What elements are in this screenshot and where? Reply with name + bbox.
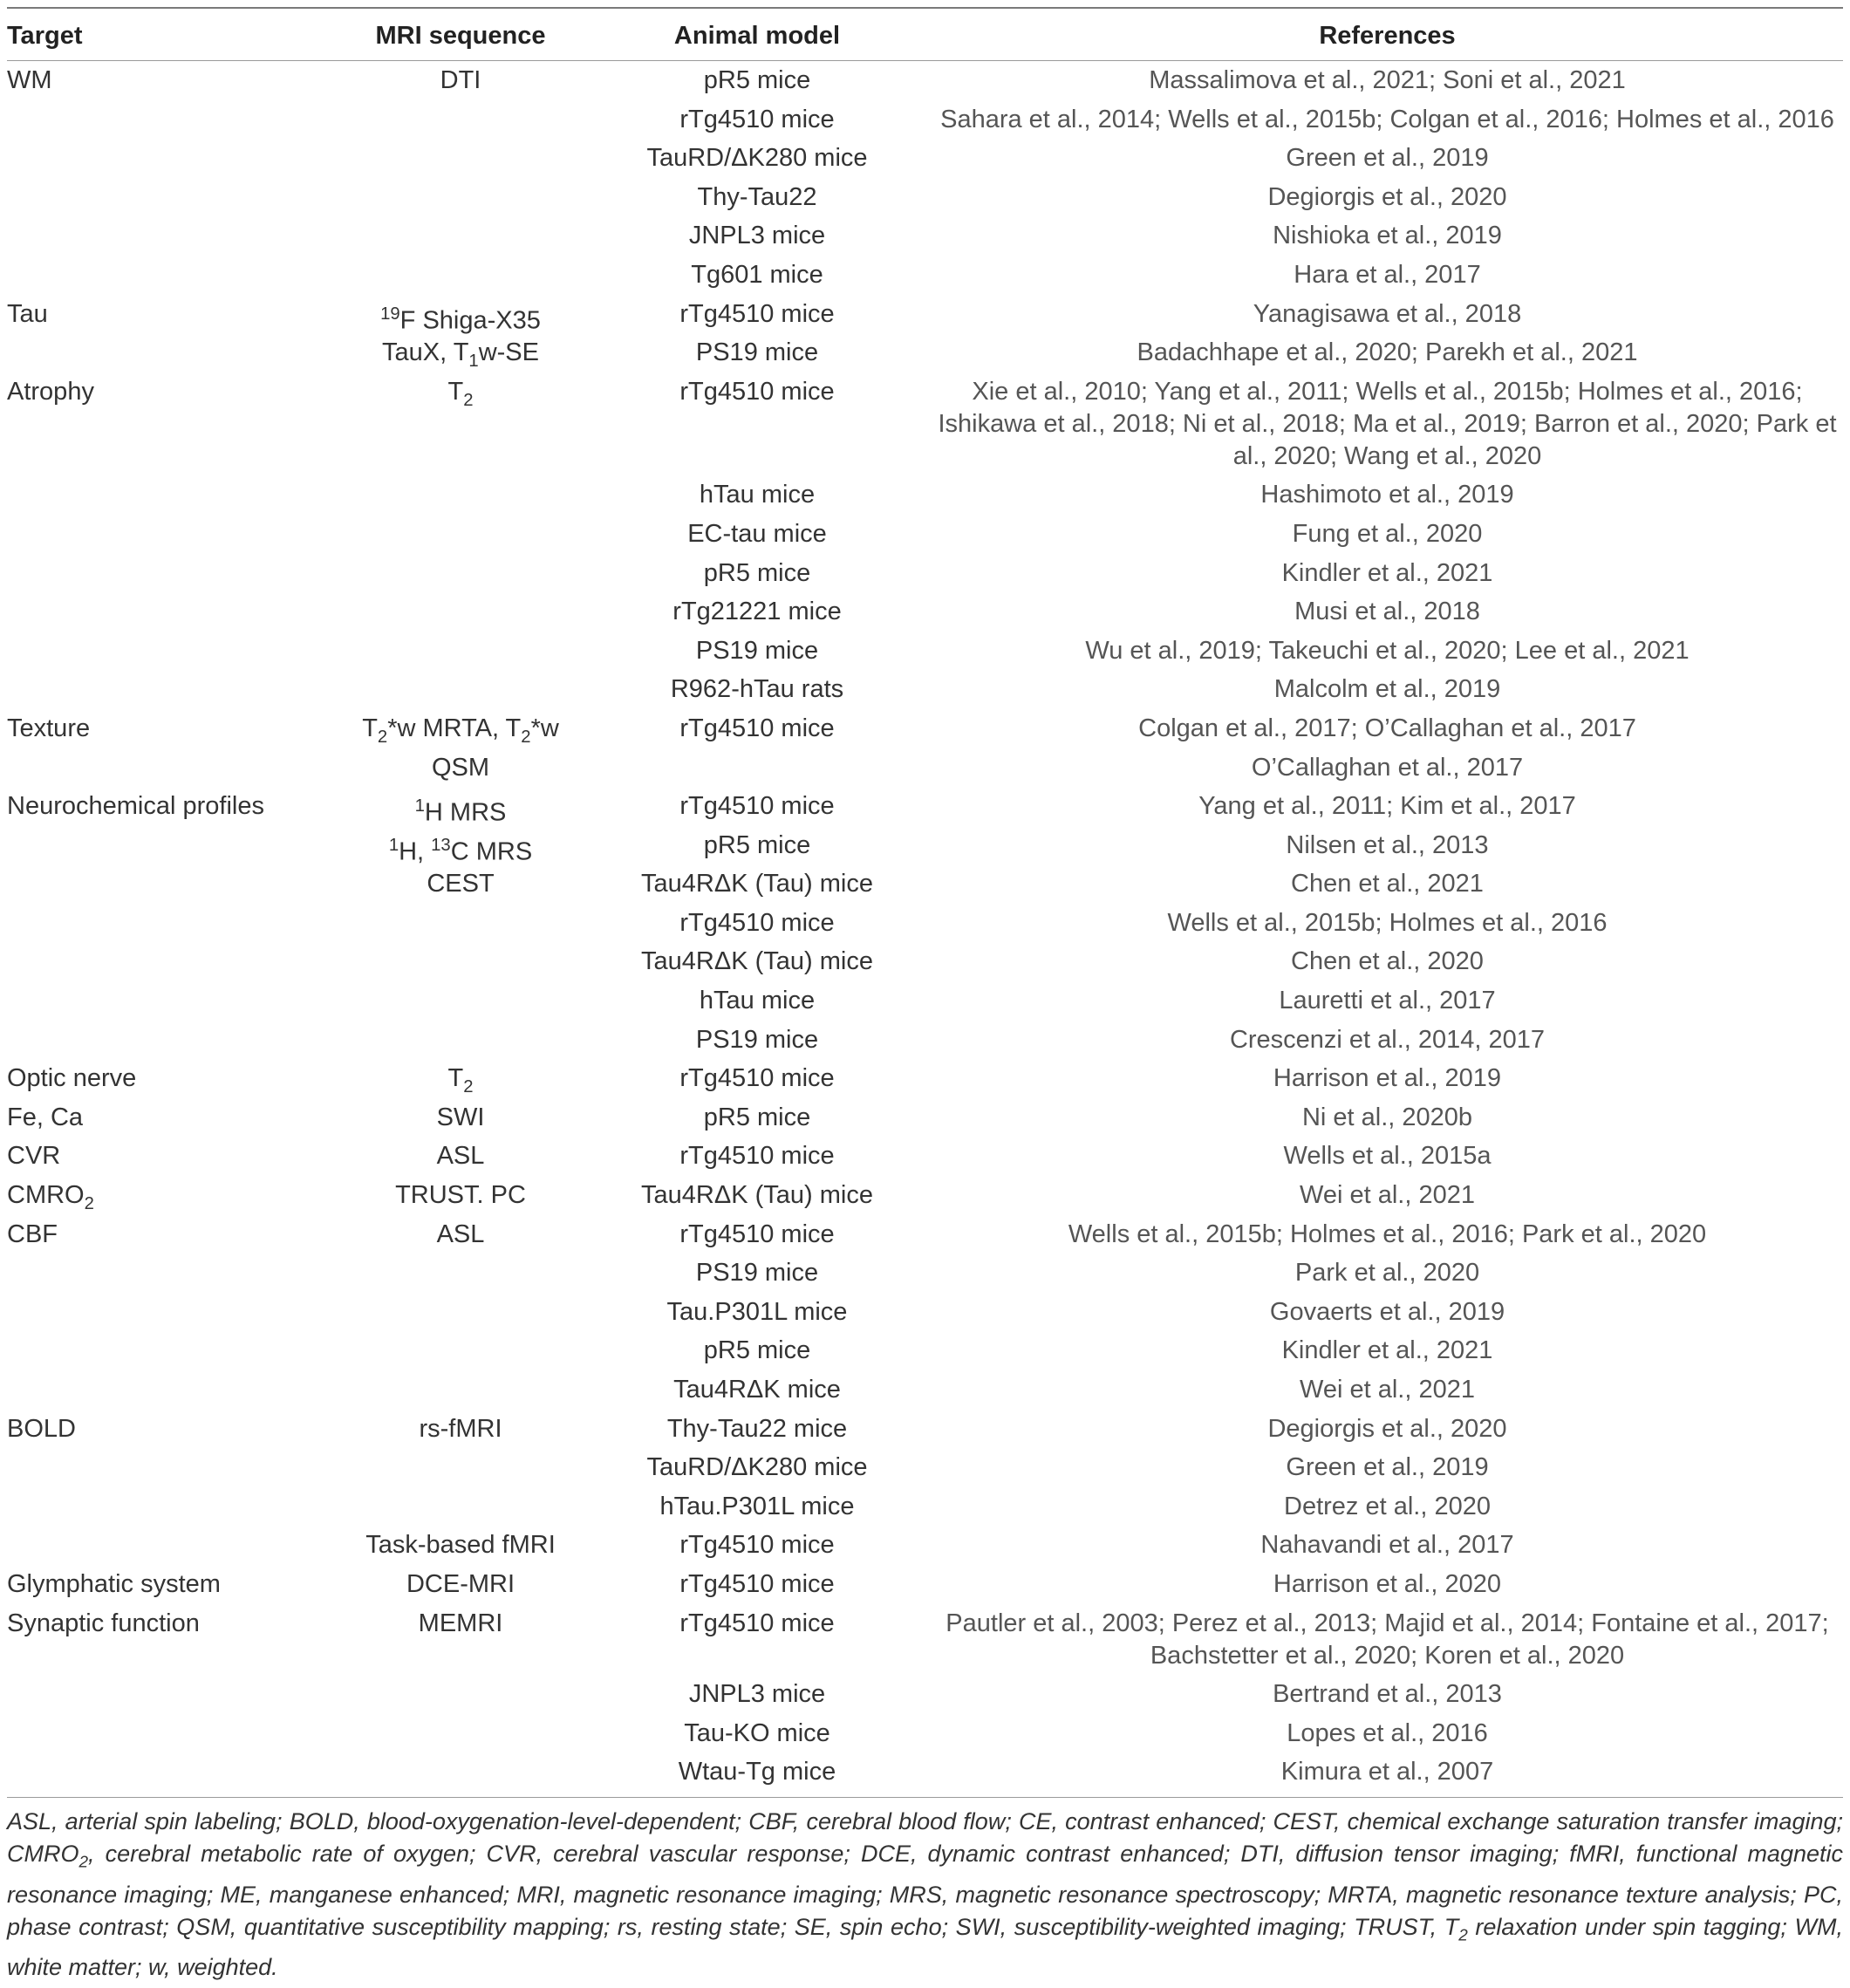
cell-animal-model: pR5 mice [703, 558, 811, 587]
table-row [7, 1565, 1843, 1604]
cell-target: Atrophy [7, 377, 94, 406]
cell-references: Wei et al., 2021 [1300, 1181, 1475, 1210]
cell-animal-model: JNPL3 mice [688, 222, 826, 250]
cell-target: CVR [7, 1142, 61, 1171]
table-row [7, 1098, 1843, 1137]
table-row [7, 787, 1843, 826]
table-row [7, 1487, 1843, 1527]
cell-references: Hara et al., 2017 [1294, 260, 1481, 289]
cell-target: Tau [7, 299, 48, 328]
table-header-row [7, 7, 1843, 61]
cell-mri-sequence [338, 1370, 583, 1374]
cell-target [7, 475, 338, 479]
table-row [7, 1675, 1843, 1714]
cell-mri-sequence [338, 632, 583, 635]
cell-target [7, 942, 338, 946]
cell-target [7, 1448, 338, 1452]
table-row [7, 1021, 1843, 1060]
cell-references: Wells et al., 2015b; Holmes et al., 2016; Park et al., 2020 [1068, 1219, 1707, 1248]
table-row [7, 981, 1843, 1021]
cell-mri-sequence [338, 178, 583, 181]
cell-mri-sequence [338, 1448, 583, 1452]
table-row [7, 295, 1843, 334]
cell-mri-sequence: $^1$H, $^{13}$C MRS [388, 835, 533, 866]
table-bottom-rule [7, 1797, 1843, 1798]
cell-target [7, 1370, 338, 1374]
cell-mri-sequence: MEMRI [418, 1609, 503, 1637]
cell-mri-sequence: CEST [427, 870, 495, 898]
cell-animal-model: PS19 mice [695, 338, 819, 367]
cell-mri-sequence [338, 216, 583, 220]
cell-animal-model: Tau-KO mice [684, 1718, 830, 1747]
cell-animal-model: pR5 mice [703, 830, 811, 859]
cell-references: Xie et al., 2010; Yang et al., 2011; Wells et al., 2015b; Holmes et al., 2016; Ishikawa et al., 2018; Ni et al., 2018; Ma et al., 2019; Barron et al., 2020; Park et al., 2020; Wang et al., 2020 [938, 377, 1837, 470]
cell-references: Badachhape et al., 2020; Parekh et al., 2021 [1137, 338, 1638, 367]
cell-animal-model: EC-tau mice [687, 519, 827, 548]
cell-target: BOLD [7, 1414, 76, 1443]
cell-animal-model: rTg4510 mice [679, 299, 835, 328]
cell-animal-model: rTg4510 mice [679, 714, 835, 742]
cell-animal-model: PS19 mice [695, 1025, 819, 1054]
cell-animal-model: Thy-Tau22 mice [666, 1414, 848, 1443]
cell-target [7, 748, 338, 752]
table-row [7, 554, 1843, 593]
cell-mri-sequence [338, 139, 583, 142]
table-row [7, 1293, 1843, 1332]
table-row [7, 515, 1843, 554]
cell-mri-sequence [338, 670, 583, 673]
table-row [7, 216, 1843, 256]
table-row [7, 1604, 1843, 1676]
table-row [7, 904, 1843, 943]
cell-animal-model: pR5 mice [703, 1336, 811, 1365]
cell-target [7, 1526, 338, 1529]
cell-animal-model: hTau mice [699, 987, 816, 1015]
cell-target [7, 1331, 338, 1335]
cell-references: Nishioka et al., 2019 [1273, 222, 1502, 250]
cell-target [7, 670, 338, 673]
cell-mri-sequence [338, 942, 583, 946]
cell-references: Sahara et al., 2014; Wells et al., 2015b; Colgan et al., 2016; Holmes et al., 2016 [940, 105, 1834, 133]
cell-references: Detrez et al., 2020 [1284, 1492, 1491, 1520]
cell-mri-sequence: Task-based fMRI [365, 1531, 556, 1560]
cell-references: Green et al., 2019 [1286, 1453, 1489, 1482]
cell-references: Malcolm et al., 2019 [1273, 675, 1501, 704]
header-target: Target [7, 22, 83, 50]
cell-target [7, 1675, 338, 1678]
cell-references: Kimura et al., 2007 [1280, 1758, 1494, 1786]
cell-target: Optic nerve [7, 1064, 137, 1093]
cell-target: Neurochemical profiles [7, 792, 264, 821]
cell-animal-model: hTau.P301L mice [659, 1492, 855, 1520]
cell-target [7, 632, 338, 635]
table-row [7, 1410, 1843, 1449]
cell-animal-model: rTg4510 mice [679, 1569, 835, 1598]
table-row [7, 670, 1843, 709]
cell-mri-sequence [338, 100, 583, 104]
cell-references: Wei et al., 2021 [1300, 1376, 1475, 1404]
table-row [7, 372, 1843, 476]
cell-references: Kindler et al., 2021 [1281, 558, 1493, 587]
table-row [7, 1448, 1843, 1487]
cell-references: Harrison et al., 2019 [1273, 1064, 1502, 1093]
cell-mri-sequence: $^{19}$F Shiga-X35 [380, 304, 541, 335]
cell-references: Fung et al., 2020 [1292, 519, 1483, 548]
cell-mri-sequence: DCE-MRI [406, 1569, 515, 1598]
cell-animal-model: rTg4510 mice [679, 792, 835, 821]
cell-references: Musi et al., 2018 [1294, 598, 1480, 626]
cell-target [7, 256, 338, 259]
cell-animal-model: Tau4RΔK (Tau) mice [641, 870, 873, 898]
cell-mri-sequence [338, 904, 583, 907]
table-body [7, 61, 1843, 1792]
table-row [7, 592, 1843, 632]
cell-mri-sequence [338, 1021, 583, 1024]
cell-animal-model: Tg601 mice [691, 260, 823, 289]
cell-target [7, 592, 338, 596]
cell-animal-model: PS19 mice [695, 636, 819, 665]
cell-animal-model: Wtau-Tg mice [678, 1758, 836, 1786]
cell-references: O’Callaghan et al., 2017 [1251, 753, 1524, 782]
cell-mri-sequence: ASL [436, 1219, 485, 1248]
cell-animal-model: Tau.P301L mice [666, 1297, 848, 1326]
cell-mri-sequence [338, 475, 583, 479]
cell-animal-model: hTau mice [699, 481, 816, 509]
cell-target [7, 100, 338, 104]
cell-references: Park et al., 2020 [1294, 1259, 1480, 1288]
cell-mri-sequence [338, 256, 583, 259]
cell-mri-sequence [338, 1331, 583, 1335]
cell-animal-model: rTg4510 mice [679, 377, 835, 406]
table-row [7, 1714, 1843, 1753]
header-references: References [1319, 22, 1456, 50]
cell-mri-sequence: DTI [440, 66, 481, 94]
cell-references: Nahavandi et al., 2017 [1260, 1531, 1514, 1560]
cell-references: Massalimova et al., 2021; Soni et al., 2021 [1149, 66, 1626, 94]
cell-references: Crescenzi et al., 2014, 2017 [1229, 1025, 1546, 1054]
table-row [7, 1059, 1843, 1098]
cell-mri-sequence: $T_2$ [447, 377, 474, 410]
table-row [7, 178, 1843, 217]
table-row [7, 475, 1843, 515]
cell-mri-sequence: $T_2*w$ MRTA, $T_2*w$ [362, 714, 559, 747]
cell-references: Degiorgis et al., 2020 [1267, 1414, 1507, 1443]
cell-references: Kindler et al., 2021 [1281, 1336, 1493, 1365]
cell-animal-model: rTg4510 mice [679, 1531, 835, 1560]
table-row [7, 709, 1843, 748]
cell-references: Lauretti et al., 2017 [1279, 987, 1496, 1015]
cell-target: Synaptic function [7, 1609, 200, 1637]
cell-mri-sequence [338, 1714, 583, 1718]
cell-target [7, 981, 338, 985]
cell-mri-sequence: SWI [436, 1103, 485, 1131]
cell-animal-model: rTg4510 mice [679, 1609, 835, 1637]
cell-animal-model: pR5 mice [703, 1103, 811, 1131]
cell-animal-model [583, 748, 932, 752]
cell-target [7, 1714, 338, 1718]
table-row [7, 1752, 1843, 1792]
header-mri-sequence: MRI sequence [375, 22, 546, 50]
cell-references: Nilsen et al., 2013 [1286, 830, 1489, 859]
table-row [7, 1215, 1843, 1254]
table-row [7, 100, 1843, 140]
table-row [7, 1526, 1843, 1565]
cell-target: Texture [7, 714, 91, 742]
cell-references: Pautler et al., 2003; Perez et al., 2013; Majid et al., 2014; Fontaine et al., 2017; Bachstetter et al., 2020; Koren et al., 2020 [945, 1609, 1829, 1670]
table-row [7, 1137, 1843, 1176]
table-row [7, 61, 1843, 100]
header-animal-model: Animal model [673, 22, 841, 50]
cell-references: Bertrand et al., 2013 [1273, 1680, 1502, 1709]
cell-mri-sequence [338, 1752, 583, 1756]
cell-animal-model: Tau4RΔK (Tau) mice [641, 1181, 873, 1210]
table-footnote: ASL, arterial spin labeling; BOLD, blood-oxygenation-level-dependent; CBF, cerebral blood flow; CE, contrast enhanced; CEST, chemical exchange saturation transfer imaging; $CMRO_2$, cerebral metabolic rate of oxygen; CVR, cerebral vascular response; DCE, dynamic contrast enhanced; DTI, diffusion tensor imaging; fMRI, functional magnetic resonance imaging; ME, manganese enhanced; MRI, magnetic resonance imaging; MRS, magnetic resonance spectroscopy; MRTA, magnetic resonance texture analysis; PC, phase contrast; QSM, quantitative susceptibility mapping; rs, resting state; SE, spin echo; SWI, susceptibility-weighted imaging; TRUST, $T_2$ relaxation under spin tagging; WM, white matter; w, weighted. [7, 1808, 1843, 1980]
cell-references: Ni et al., 2020b [1301, 1103, 1473, 1131]
cell-mri-sequence: QSM [431, 753, 490, 782]
table-row [7, 748, 1843, 788]
cell-references: Chen et al., 2020 [1291, 947, 1484, 976]
table-row [7, 1176, 1843, 1215]
cell-mri-sequence [338, 1487, 583, 1491]
cell-animal-model: rTg4510 mice [679, 1142, 835, 1171]
cell-target [7, 1487, 338, 1491]
cell-target [7, 1254, 338, 1257]
cell-references: Green et al., 2019 [1286, 144, 1489, 173]
cell-target [7, 1752, 338, 1756]
cell-animal-model: TauRD/ΔK280 mice [646, 1453, 868, 1482]
cell-mri-sequence [338, 1293, 583, 1296]
table-row [7, 256, 1843, 295]
table-row [7, 1254, 1843, 1293]
table-row [7, 826, 1843, 865]
cell-mri-sequence [338, 1254, 583, 1257]
table-row [7, 333, 1843, 372]
cell-mri-sequence: ASL [436, 1142, 485, 1171]
cell-target [7, 216, 338, 220]
cell-mri-sequence [338, 554, 583, 557]
table-row [7, 632, 1843, 671]
cell-mri-sequence [338, 592, 583, 596]
cell-target [7, 826, 338, 830]
cell-animal-model: Thy-Tau22 [697, 182, 817, 211]
table-row [7, 1370, 1843, 1410]
cell-mri-sequence [338, 515, 583, 518]
cell-references: Govaerts et al., 2019 [1269, 1297, 1505, 1326]
cell-animal-model: rTg4510 mice [679, 105, 835, 133]
cell-target: CBF [7, 1219, 58, 1248]
table-row [7, 139, 1843, 178]
cell-references: Colgan et al., 2017; O’Callaghan et al., 2017 [1138, 714, 1636, 742]
cell-animal-model: rTg4510 mice [679, 908, 835, 937]
cell-animal-model: PS19 mice [695, 1259, 819, 1288]
cell-target [7, 333, 338, 337]
cell-references: Yang et al., 2011; Kim et al., 2017 [1198, 792, 1576, 821]
cell-references: Harrison et al., 2020 [1273, 1569, 1502, 1598]
cell-animal-model: rTg4510 mice [679, 1219, 835, 1248]
cell-mri-sequence [338, 1675, 583, 1678]
cell-mri-sequence: $T_2$ [447, 1064, 474, 1097]
cell-animal-model: R962-hTau rats [670, 675, 844, 704]
cell-animal-model: Tau4RΔK mice [673, 1376, 841, 1404]
cell-target: Fe, Ca [7, 1103, 84, 1131]
cell-mri-sequence: TRUST. PC [395, 1181, 526, 1210]
cell-mri-sequence: $^1$H MRS [414, 796, 507, 827]
cell-mri-sequence [338, 981, 583, 985]
cell-target: Glymphatic system [7, 1569, 221, 1598]
cell-references: Wu et al., 2019; Takeuchi et al., 2020; Lee et al., 2021 [1085, 636, 1690, 665]
table-row [7, 1331, 1843, 1370]
cell-target [7, 515, 338, 518]
cell-references: Wells et al., 2015a [1283, 1142, 1492, 1171]
cell-references: Yanagisawa et al., 2018 [1253, 299, 1522, 328]
cell-target [7, 864, 338, 868]
cell-target [7, 178, 338, 181]
cell-references: Lopes et al., 2016 [1287, 1718, 1488, 1747]
cell-animal-model: rTg4510 mice [679, 1064, 835, 1093]
cell-target [7, 1293, 338, 1296]
cell-target [7, 1021, 338, 1024]
cell-animal-model: TauRD/ΔK280 mice [646, 144, 868, 173]
cell-target: $CMRO_2$ [7, 1181, 94, 1213]
cell-references: Chen et al., 2021 [1291, 870, 1484, 898]
cell-animal-model: pR5 mice [703, 66, 811, 94]
cell-target [7, 904, 338, 907]
table-row [7, 942, 1843, 981]
cell-target [7, 554, 338, 557]
cell-references: Hashimoto et al., 2019 [1260, 481, 1514, 509]
cell-references: Wells et al., 2015b; Holmes et al., 2016 [1167, 908, 1608, 937]
cell-target [7, 139, 338, 142]
cell-animal-model: JNPL3 mice [688, 1680, 826, 1709]
cell-target: WM [7, 66, 52, 94]
cell-animal-model: rTg21221 mice [672, 598, 842, 626]
table-row [7, 864, 1843, 904]
cell-references: Degiorgis et al., 2020 [1267, 182, 1507, 211]
cell-mri-sequence: TauX, $T_1w-SE$ [382, 338, 539, 371]
cell-animal-model: Tau4RΔK (Tau) mice [641, 947, 873, 976]
cell-mri-sequence: rs-fMRI [419, 1414, 502, 1443]
